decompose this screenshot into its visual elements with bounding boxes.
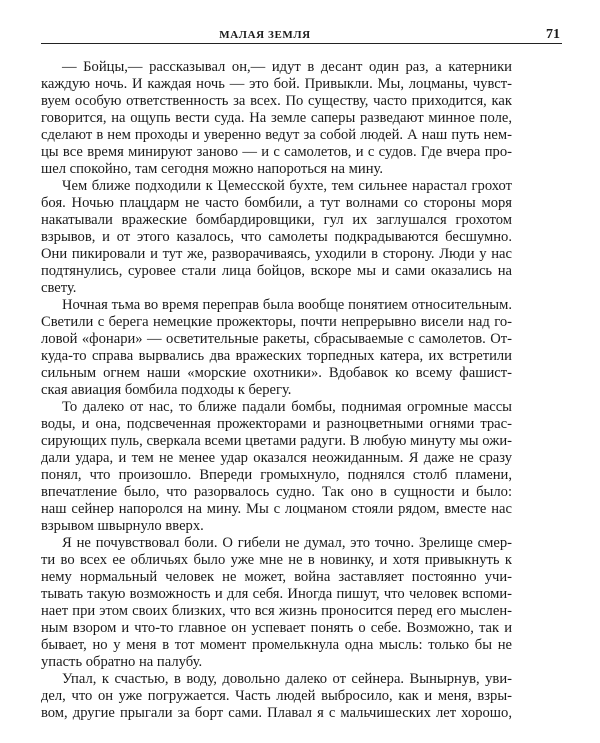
text-line: понял, что произошло. Впереди громыхнуло, поднялся столб пламени, bbox=[41, 467, 512, 483]
text-line: наш сейнер напоролся на мину. Мы с лоцманом стояли рядом, вместе нас bbox=[41, 501, 512, 517]
paragraph bbox=[41, 399, 512, 535]
text-line: свету. bbox=[41, 280, 77, 296]
text-line: воды, и она, подсвеченная прожекторами и разноцветными огнями трас- bbox=[41, 416, 512, 432]
header-rule bbox=[41, 43, 562, 44]
text-line: бывает, но у меня в тот момент промелькнула одна мысль: только бы не bbox=[41, 637, 512, 653]
text-line: ская авиация бомбила подходы к берегу. bbox=[41, 382, 292, 398]
text-line: впечатление было, что разорвалось судно. Так оно в сущности и было: bbox=[41, 484, 512, 500]
text-line: каждую ночь. И каждая ночь — это бой. Привыкли. Мы, лоцманы, чувст- bbox=[41, 76, 512, 92]
text-line: сирующих пуль, сверкала всеми цветами радуги. В любую минуту мы ожи- bbox=[41, 433, 512, 449]
text-line: взрывов, и от этого казалось, что самолеты подкрадываются бесшумно. bbox=[41, 229, 512, 245]
text-line: ловой «фонари» — осветительные ракеты, сбрасываемые с самолетов. От- bbox=[41, 331, 512, 347]
text-line: ти во всех ее обличьях было уже мне не в новинку, и хотя привыкнуть к bbox=[41, 552, 512, 568]
text-line: вуем особую ответственность за всех. По существу, часто приходится, как bbox=[41, 93, 512, 109]
text-line: боя. Ночью плацдарм не часто бомбили, а тут волнами со стороны моря bbox=[41, 195, 512, 211]
text-line: сильным огнем наши «морские охотники». Вдобавок ко всему фашист- bbox=[41, 365, 512, 381]
paragraph bbox=[41, 671, 512, 722]
text-line: тывать такую возможность и для себя. Иногда пишут, что человек вспоми- bbox=[41, 586, 512, 602]
text-line: То далеко от нас, то ближе падали бомбы, поднимая огромные массы bbox=[62, 399, 512, 415]
text-line: Ночная тьма во время переправ была вообще понятием относительным. bbox=[62, 297, 512, 313]
paragraph bbox=[41, 59, 512, 178]
text-line: шел спокойно, там сегодня можно напороться на мину. bbox=[41, 161, 383, 177]
text-line: дали удара, и тем не менее удар оказался неожиданным. Я даже не сразу bbox=[41, 450, 512, 466]
text-line: взрывом швырнуло вверх. bbox=[41, 518, 204, 534]
text-line: сделают в нем проходы и уверенно ведут за собой людей. А наш путь нем- bbox=[41, 127, 512, 143]
text-line: нает при этом своих близких, что вся жизнь проносится перед его мыслен- bbox=[41, 603, 512, 619]
paragraph bbox=[41, 535, 512, 671]
text-line: Упал, к счастью, в воду, довольно далеко от сейнера. Вынырнув, уви- bbox=[62, 671, 512, 687]
text-line: куда-то справа вырвались два вражеских торпедных катера, их встретили bbox=[41, 348, 512, 364]
paragraph bbox=[41, 178, 512, 297]
paragraph bbox=[41, 297, 512, 399]
text-line: Чем ближе подходили к Цемесской бухте, тем сильнее нарастал грохот bbox=[62, 178, 512, 194]
text-line: вом, другие прыгали за борт сами. Плавал я с мальчишеских лет хорошо, bbox=[41, 705, 512, 721]
text-line: накатывали вражеские бомбардировщики, гул их заглушался грохотом bbox=[41, 212, 512, 228]
text-line: Они пикировали и тут же, разворачиваясь, уходили в сторону. Люди у нас bbox=[41, 246, 512, 262]
text-line: цы все время минируют заново — и с самолетов, и с судов. Где вчера про- bbox=[41, 144, 512, 160]
text-line: Я не почувствовал боли. О гибели не думал, это точно. Зрелище смер- bbox=[62, 535, 512, 551]
running-header-title: МАЛАЯ ЗЕМЛЯ bbox=[219, 29, 311, 41]
text-line: — Бойцы,— рассказывал он,— идут в десант один раз, а катерники bbox=[62, 59, 512, 75]
text-line: ным взором и что-то главное он успевает понять о себе. Возможно, так и bbox=[41, 620, 512, 636]
page-number: 71 bbox=[546, 27, 560, 42]
text-line: Светили с берега немецкие прожекторы, почти непрерывно висели над го- bbox=[41, 314, 512, 330]
text-line: нему нормальный человек не может, война заставляет постоянно учи- bbox=[41, 569, 512, 585]
text-line: дел, что он уже погружается. Часть людей выбросило, как и меня, взры- bbox=[41, 688, 512, 704]
text-line: говорится, на ощупь вести суда. На земле саперы разведают минное поле, bbox=[41, 110, 512, 126]
page-body-text bbox=[41, 59, 512, 722]
text-line: упасть обратно на палубу. bbox=[41, 654, 203, 670]
text-line: подтянулись, суровее стали лица бойцов, вскоре мы и сами оказались на bbox=[41, 263, 512, 279]
